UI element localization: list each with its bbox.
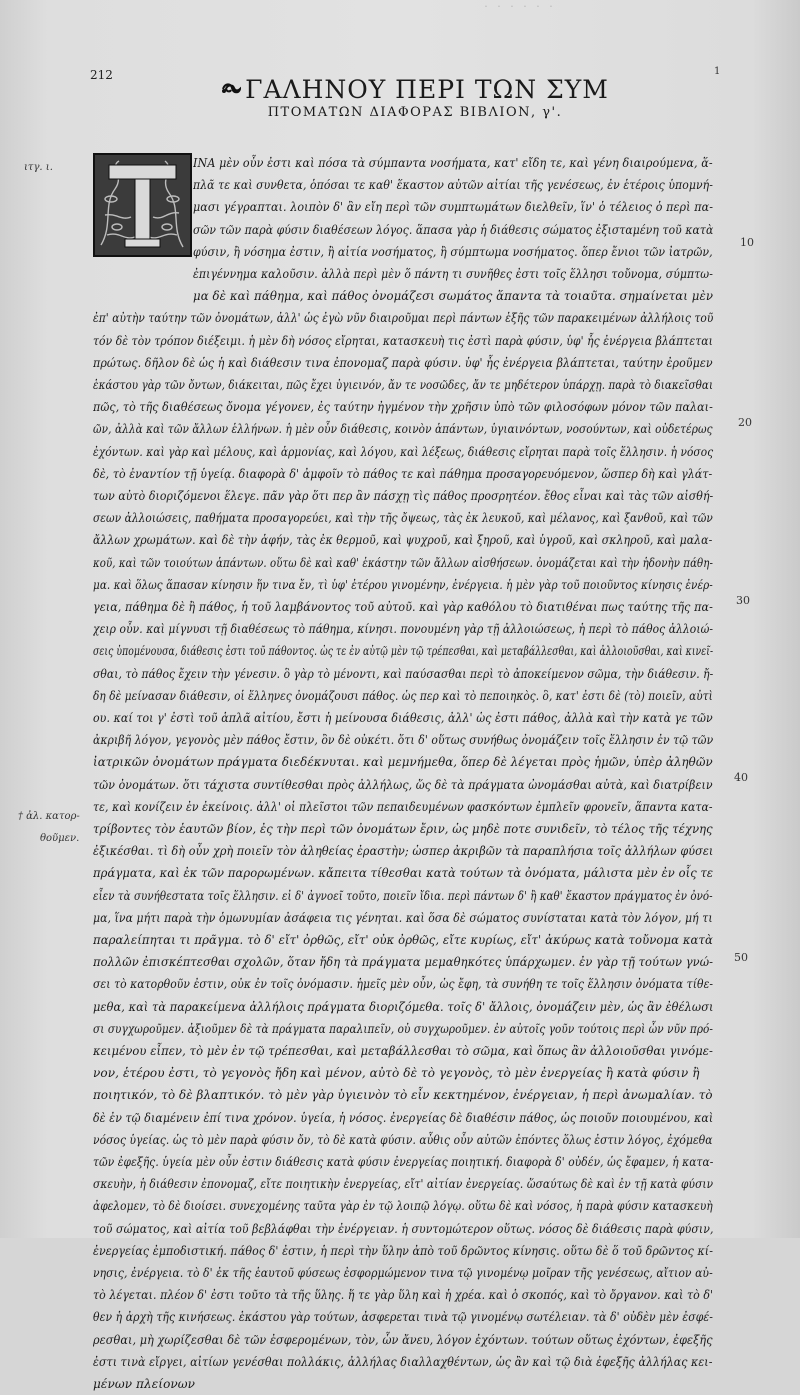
text-line: πράγματα, καὶ ἐκ τῶν παρορωμένων. κἄπειτα τίθεσθαι κατὰ τούτων τὰ ὀνόματα, μάλιστα μὲν ἐν οἷς τε	[93, 866, 713, 880]
text-line: δὲ ἐν τῷ διαμένειν ἐπί τινα χρόνον. ὑγεία, ἡ νόσος. ἐνεργείας δὲ διαθέσιν πάθος, ὡς ποιοῦν ποιουμένου, καὶ	[93, 1111, 713, 1125]
corner-mark: 1	[714, 66, 721, 77]
text-line: δὲ, τὸ ἐναντίον τῇ ὑγείᾳ. διαφορὰ δ' ἀμφοῖν τὸ πάθος τε καὶ πάθημα προσαγορευόμενον, ὥσπερ δὴ καὶ γλάτ-	[93, 467, 713, 481]
text-line: ῶν, ἀλλὰ καὶ τῶν ἄλλων ἑλλήνων. ἡ μὲν οὖν διάθεσις, κοινὸν ἁπάντων, ὑγιαινόντων, νοσούντων, καὶ οὐδετέρως	[93, 422, 713, 436]
text-line: νησις, ἐνέργεια. τὸ δ' ἐκ τῆς ἑαυτοῦ φύσεως ἐσφορμώμενον τινα τῷ γινομένῳ μοῖραν τῆς γενέσεως, αἴτιον αὐ-	[93, 1266, 713, 1280]
decorated-initial	[93, 153, 192, 257]
text-line: ἐστι τινὰ εἴργει, αἰτίων γενέσθαι πολλάκις, ἀλλήλας διαλλαχθέντων, ὡς ἂν καὶ τῷ διὰ ἐφεξῆς ἀλλήλας κει-	[93, 1355, 713, 1369]
text-line: σει τὸ κατορθοῦν ἐστιν, οὐκ ἐν τοῖς ὀνόμασιν. ἡμεῖς μὲν οὖν, ὡς ἔφη, τὰ συνήθη τε τοῖς ἕλλησιν ὀνόματα τίθε-	[93, 977, 714, 991]
text-line: σῶν τῶν παρὰ φύσιν διαθέσεων λόγος. ἅπασα γὰρ ἡ διάθεσις σώματος ἐξισταμένη τοῦ κατὰ	[193, 223, 714, 237]
page-title: ΓΑΛΗΝΟΥ ΠΕΡΙ ΤΩΝ ΣΥΜ	[245, 75, 609, 104]
text-line: δη δὲ μείνασαν διάθεσιν, οἱ ἕλληνες ὀνομάζουσι πάθος. ὡς περ καὶ τὸ πεποιηκὸς. ὃ, κατ' ἐστι δὲ (τὸ) ποιεῖν, αὐτὶ	[93, 689, 713, 703]
text-line: ἐχόντων. καὶ γὰρ καὶ μέλους, καὶ ἁρμονίας, καὶ λόγου, καὶ λέξεως, διάθεσις εἴρηται παρὰ τοῖς ἕλλησιν. ἡ νόσος	[93, 445, 714, 459]
text-line: ἐξικέσθαι. τὶ δὴ οὖν χρὴ ποιεῖν τὸν ἀληθείας ἐραστὴν; ὡσπερ ἀκριβῶν τὰ παραπλήσια τοῖς ἀλλήλων φύσει	[93, 844, 714, 858]
text-line: παραλείπηται τι πρᾶγμα. τὸ δ' εἴτ' ὀρθῶς, εἴτ' οὐκ ὀρθῶς, εἴτε κυρίως, εἴτ' ἀκύρως κατὰ τοὔνομα κατὰ	[93, 933, 713, 947]
text-line: σεις ὑπομένουσα, διάθεσις ἐστι τοῦ πάθοντος. ὡς τε ἐν αὐτῷ μὲν τῷ τρέπεσθαι, καὶ μεταβάλλεσθαι, καὶ ἀλλοιοῦσθαι, καὶ κινεῖ-	[93, 644, 713, 658]
text-line: τόν δὲ τὸν τρόπον διέξειμι. ἡ μὲν δὴ νόσος εἴρηται, κατασκευὴ τις ἐστὶ παρὰ φύσιν, ὑφ' ἧς ἐνέργεια βλάπτεται	[93, 334, 713, 348]
text-line: μεθα, καὶ τὰ παρακείμενα ἀλλήλοις πράγματα διοριζόμεθα. τοῖς δ' ἄλλοις, ὀνομάζειν μὲν, ὡς ἂν ἐθέλωσι	[93, 1000, 714, 1014]
fleuron-icon	[221, 82, 241, 96]
page-header	[180, 76, 650, 122]
text-line: κοῦ, καὶ τῶν τοιούτων ἁπάντων. οὕτω δὲ καὶ καθ' ἑκάστην τῶν ἄλλων αἰσθήσεων. ὀνομάζεται καὶ τὴν ἡδονὴν πάθη-	[93, 556, 713, 570]
text-line: μένων πλείονων	[93, 1377, 195, 1391]
text-line: τοῦ σώματος, καὶ αἰτία τοῦ βεβλάφθαι τὴν ἐνέργειαν. ἡ συντομώτερον οὕτως. νόσος δὲ διάθεσις παρὰ φύσιν,	[93, 1222, 714, 1236]
foliage-ornament-icon	[95, 155, 190, 255]
text-line: νον, ἑτέρου ἐστι, τὸ γεγονὸς ἤδη καὶ μένον, αὐτὸ δὲ τὸ γεγονὸς, τὸ μὲν ἐνεργείας ἢ κατὰ φύσιν ἢ	[93, 1066, 700, 1080]
text-line: σκευὴν, ἡ διάθεσιν ἐπονομαζ, εἴτε ποιητικὴν ἐνεργείας, εἴτ' αἰτίαν ἐνεργείας. ὥσαύτως δὲ καὶ ἐν τῇ κατὰ φύσιν	[93, 1177, 713, 1191]
text-line: σθαι, τὸ πάθος ἔχειν τὴν γένεσιν. ὃ γὰρ τὸ μένοντι, καὶ παύσασθαι περὶ τὸ ἀποκείμενον σῶμα, τὴν διάθεσιν. ἤ-	[93, 667, 714, 681]
margin-note-bottom-2: θοῦμεν.	[40, 833, 80, 844]
page-subtitle: ΠΤΟΜΑΤΩΝ ΔΙΑΦΟΡΑΣ ΒΙΒΛΙΟΝ, γ'.	[267, 105, 563, 120]
text-line: σεων ἀλλοιώσεις, παθήματα προσαγορεύει, καὶ τὴν τῆς ὄψεως, τὰς ἐκ λευκοῦ, καὶ μέλανος, καὶ ξανθοῦ, καὶ τῶν	[93, 511, 713, 525]
text-line: τῶν ὀνομάτων. ὅτι τάχιστα συντίθεσθαι πρὸς ἀλλήλως, ὥς δὲ τὰ πράγματα ὠνομάσθαι αὐτὰ, καὶ διατρίβειν	[93, 778, 713, 792]
text-line: ἑκάστου γὰρ τῶν ὄντων, διάκειται, πῶς ἔχει ὑγιεινόν, ἄν τε νοσῶδες, ἄν τε μηδέτερον ὑπάρχῃ. παρὰ τὸ διακεῖσθαι	[93, 378, 714, 392]
text-line: ἀφελομεν, τὸ δὲ διοίσει. συνεχομένης ταῦτα γὰρ ἐν τῷ λοιπῷ λόγῳ. οὕτω δὲ καὶ νόσος, ἡ παρὰ φύσιν κατασκευὴ	[93, 1199, 713, 1213]
text-line: ἄλλων χρωμάτων. καὶ δὲ τὴν ἁφήν, τὰς ἐκ θερμοῦ, καὶ ψυχροῦ, καὶ ξηροῦ, καὶ ὑγροῦ, καὶ σκληροῦ, καὶ μαλα-	[93, 533, 713, 547]
page-number: 212	[90, 68, 113, 82]
text-line: πῶς, τὸ τῆς διαθέσεως ὄνομα γέγονεν, ἐς ταύτην ἠγμένον τὴν χρῆσιν ὑπὸ τῶν φιλοσόφων μόνον τῶν παλαι-	[93, 400, 713, 414]
text-line: ποιητικόν, τὸ δὲ βλαπτικόν. τὸ μὲν γὰρ ὑγιεινὸν τὸ εἶν κεκτημένον, ἐνέργειαν, ἡ περὶ ἀνωμαλίαν. τὸ	[93, 1088, 713, 1102]
text-line: τῶν ἐφεξῆς. ὑγεία μὲν οὖν ἐστιν διάθεσις κατὰ φύσιν ἐνεργείας ποιητική. διαφορὰ δ' οὐδέν, ὡς ἔφαμεν, ἡ κατα-	[93, 1155, 714, 1169]
text-line: τὸ λέγεται. πλέον δ' ἐστι τοῦτο τὰ τῆς ὕλης. ἥ τε γὰρ ὕλη καὶ ἡ χρέα. καὶ ὁ σκοπός, καὶ τὸ ὄργανον. καὶ τὸ δ'	[93, 1288, 714, 1302]
text-line: ἐπ' αὐτὴν ταύτην τῶν ὀνομάτων, ἀλλ' ὡς ἐγὼ νῦν διαιροῦμαι περὶ πάντων ἑξῆς τῶν παρακειμένων ἀλλήλοις τοῦ	[93, 311, 714, 325]
text-line: των αὐτὸ διοριζόμενοι ἕλεγε. πᾶν γὰρ ὅτι περ ἂν πάσχῃ τὶς πάθος προσρητέον. ἔθος εἶναι καὶ τὰς τῶν αἰσθή-	[93, 489, 714, 503]
text-line: πρώτως. δῆλον δὲ ὡς ἡ καὶ διάθεσιν τινα ἐπονομαζ παρὰ φύσιν. ὑφ' ἧς ἐνέργεια βλάπτεται, ταύτην ἐροῦμεν	[93, 356, 713, 370]
text-line: χειρ οὖν. καὶ μίγνυσι τῇ διαθέσεως τὸ πάθημα, κίνησι. πονουμένη γὰρ τῇ ἀλλοιώσεως, ἡ περὶ τὸ πάθος ἀλλοιώ-	[93, 622, 714, 636]
text-line: ἀκριβῆ λόγον, γεγονὸς μὲν πάθος ἔστιν, ὂν δὲ οὐκέτι. ὅτι δ' οὕτως συνήθως ὀνομάζειν τοῖς ἕλλησιν ἐν τῷ τῶν	[93, 733, 714, 747]
text-line: μα, ἵνα μήτι παρὰ τὴν ὁμωνυμίαν ἀσάφεια τις γένηται. καὶ ὅσα δὲ σώματος συνίσταται κατὰ τὸν λόγον, μή τι	[93, 911, 713, 925]
text-line: ἐπιγέννημα καλοῦσιν. ἀλλὰ περὶ μὲν ὅ πάντη τι συνῆθες ἐστι τοῖς ἕλλησι τοὔνομα, σύμπτω-	[193, 267, 713, 281]
text-line: μα. καὶ ὅλως ἅπασαν κίνησιν ἥν τινα ἔν, τὶ ὑφ' ἑτέρου γινομένην, ἐνέργεια. ἡ μὲν γὰρ τοῦ ποιοῦντος κίνησις ἐνέρ-	[93, 578, 713, 592]
text-line: πλᾶ τε καὶ συνθετα, ὁπόσαι τε καθ' ἕκαστον αὐτῶν αἰτίαι τῆς γενέσεως, ἐν ἑτέροις ὑπομνή-	[193, 178, 714, 192]
text-line: ρεσθαι, μὴ χωρίζεσθαι δὲ τῶν ἐσφερομένων, τὸν, ὧν ἄνευ, λόγον ἐχόντων. τούτων οὕτως ἐχόντων, ἐφεξῆς	[93, 1333, 713, 1347]
text-line: πολλῶν ἐπισκέπτεσθαι σχολῶν, ὅταν ἤδη τὰ πράγματα μεμαθηκότες ὑπάρχωμεν. ἐν γὰρ τῇ τούτων γνώ-	[93, 955, 714, 969]
text-line: φύσιν, ἢ νόσημα ἐστιν, ἢ αἰτία νοσήματος, ἢ σύμπτωμα νοσήματος. ὅπερ ἔνιοι τῶν ἰατρῶν,	[193, 245, 713, 259]
text-line: θεν ἡ ἀρχὴ τῆς κινήσεως. ἑκάστου γὰρ τούτων, ἀσφερεται τινὰ τῷ γινομένῳ σωτέλειαν. τὰ δ' οὐδὲν μὲν ἐσφέ-	[93, 1310, 713, 1324]
margin-note-top: ιτγ. ι.	[24, 162, 53, 173]
text-line: εἶεν τὰ συνήθεστατα τοῖς ἕλλησιν. εἰ δ' ἀγνοεῖ τοῦτο, ποιεῖν ἴδια. περὶ πάντων δ' ἢ καθ' ἕκαστον πράγματος ἐν ὀνό-	[93, 889, 713, 903]
text-line: τρίβοντες τὸν ἑαυτῶν βίον, ἐς τὴν περὶ τῶν ὀνομάτων ἔριν, ὡς μηδὲ ποτε συνιδεῖν, τὸ τέλος τῆς τέχνης	[93, 822, 713, 836]
show-through-text: · · · · · ·	[484, 0, 556, 13]
line-number-50: 50	[734, 951, 748, 964]
line-number-10: 10	[740, 236, 754, 249]
line-number-30: 30	[736, 594, 750, 607]
text-line: ου. καί τοι γ' ἐστὶ τοῦ ἁπλᾶ αἰτίου, ἔστι ἡ μείνουσα διάθεσις, ἀλλ' ὡς ἐστι πάθος, ἀλλὰ καὶ τὴν κατὰ γε τῶν	[93, 711, 713, 725]
text-line: ἐνεργείας ἐμποδιστική. πάθος δ' ἐστιν, ἡ περὶ τὴν ὕλην ἀπὸ τοῦ δρῶντος κίνησις. οὕτω δὲ ὅ τοῦ δρῶντος κί-	[93, 1244, 713, 1258]
margin-note-bottom-1: † ἀλ. κατορ-	[18, 811, 80, 822]
text-line: κειμένου εἶπεν, τὸ μὲν ἐν τῷ τρέπεσθαι, καὶ μεταβάλλεσθαι τὸ σῶμα, καὶ ὅπως ἂν ἀλλοιοῦσθαι γινόμε-	[93, 1044, 713, 1058]
line-number-40: 40	[734, 771, 748, 784]
text-line: σι συγχωροῦμεν. ἀξιοῦμεν δὲ τὰ πράγματα παραλιπεῖν, οὐ συγχωροῦμεν. ἐν αὐτοῖς γοῦν τούτοις περὶ ὧν νῦν πρό-	[93, 1022, 714, 1036]
text-line: γεια, πάθημα δὲ ἢ πάθος, ἡ τοῦ λαμβάνοντος τοῦ αὐτοῦ. καὶ γὰρ καθόλου τὸ διατιθέναι πως ταύτης τῆς πα-	[93, 600, 713, 614]
line-number-20: 20	[738, 416, 752, 429]
text-line: τε, καὶ κονίζειν ἐν ἐκείνοις. ἀλλ' οἱ πλεῖστοι τῶν πεπαιδευμένων φασκόντων ἐμπλεῖν φρονεῖν, ἅπαντα κατα-	[93, 800, 713, 814]
text-line: ἰατρικῶν ὀνομάτων πράγματα διεδέκνυται. καὶ μεμνήμεθα, ὅπερ δὲ λέγεται πρὸς ἡμῶν, ὑπὲρ ἀληθῶν	[93, 755, 713, 769]
text-line: νόσος ὑγείας. ὡς τὸ μὲν παρὰ φύσιν ὄν, τὸ δὲ κατὰ φύσιν. αὖθις οὖν αὐτῶν ἐπόντες ὅλως ἐστιν λόγος, ἐχόμεθα	[93, 1133, 713, 1147]
text-line: μασι γέγραπται. λοιπὸν δ' ἂν εἴη περὶ τῶν συμπτωμάτων διελθεῖν, ἵν' ὁ τέλειος ὁ περὶ πα-	[193, 200, 713, 214]
text-line: ΙΝΑ μὲν οὖν ἐστι καὶ πόσα τὰ σύμπαντα νοσήματα, κατ' εἴδη τε, καὶ γένη διαιρούμενα, ἅ-	[193, 156, 713, 170]
page-title-line	[180, 76, 650, 104]
text-line: μα δὲ καὶ πάθημα, καὶ πάθος ὀνομάζεσι σωμάτος ἅπαντα τὰ τοιαῦτα. σημαίνεται μὲν	[193, 289, 714, 303]
